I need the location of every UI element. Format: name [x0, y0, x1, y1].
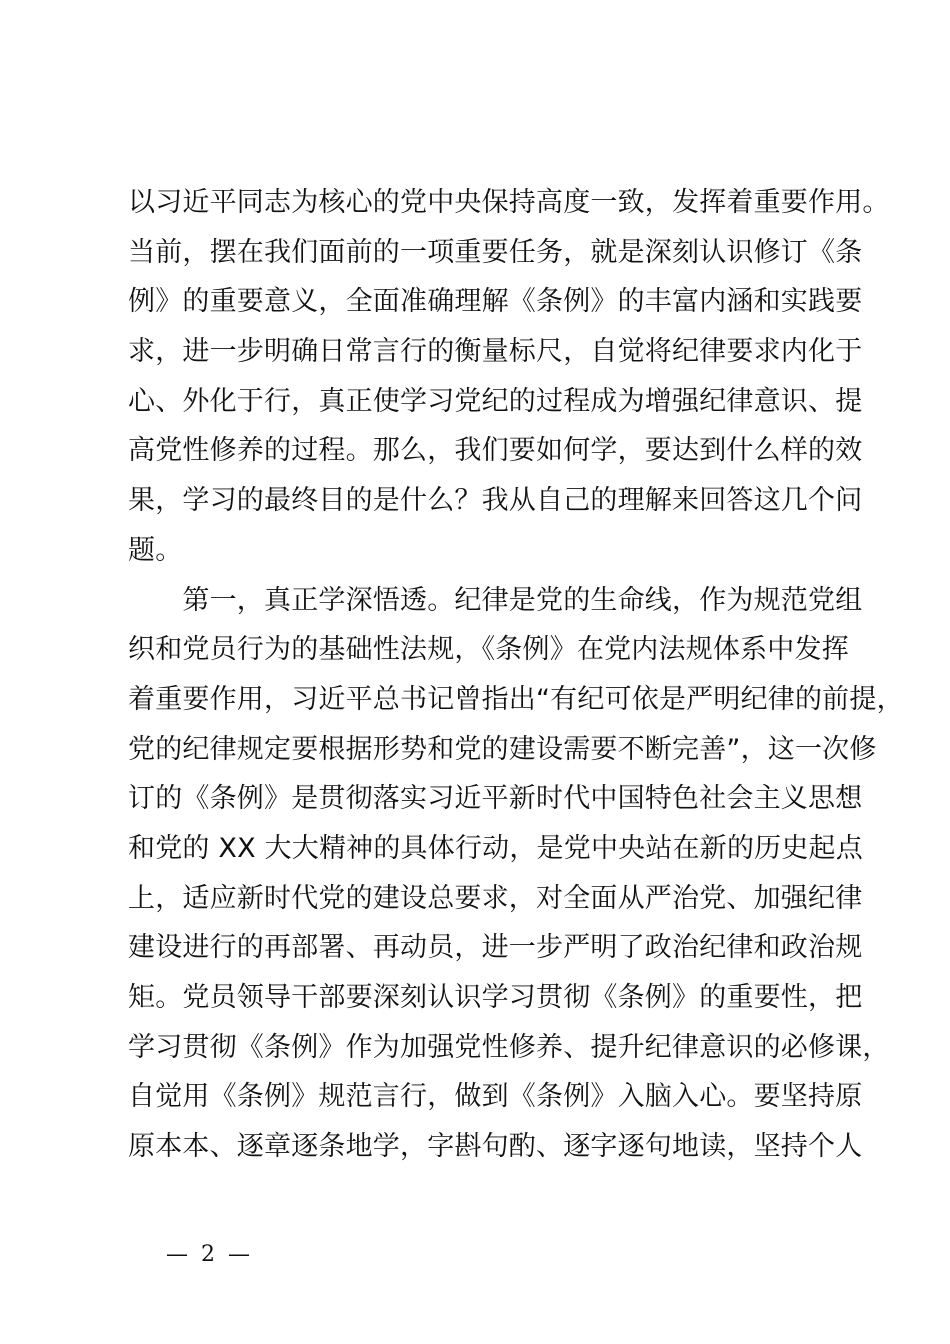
text-line: 订的《条例》是贯彻落实习近平新时代中国特色社会主义思想: [128, 783, 863, 815]
text-line: 当前，摆在我们面前的一项重要任务，就是深刻认识修订《条: [128, 236, 863, 268]
text-line: 着重要作用，习近平总书记曾指出“有纪可依是严明纪律的前提，: [128, 683, 904, 715]
text-line: 上，适应新时代党的建设总要求，对全面从严治党、加强纪律: [128, 882, 863, 914]
text-line: 织和党员行为的基础性法规，《条例》在党内法规体系中发挥: [128, 634, 849, 666]
text-line: 党的纪律规定要根据形势和党的建设需要不断完善”，这一次修: [128, 733, 877, 765]
page-number: — 2 —: [166, 1242, 253, 1267]
text-line: 题。: [128, 534, 183, 566]
text-line: 心、外化于行，真正使学习党纪的过程成为增强纪律意识、提: [128, 385, 863, 417]
text-line: 求，进一步明确日常言行的衡量标尺，自觉将纪律要求内化于: [128, 336, 863, 368]
text-line: 果，学习的最终目的是什么？我从自己的理解来回答这几个问: [128, 485, 863, 517]
text-line: 建设进行的再部署、再动员，进一步严明了政治纪律和政治规: [128, 932, 863, 964]
text-line: 和党的 XX 大大精神的具体行动，是党中央站在新的历史起点: [128, 832, 863, 864]
text-line: 第一，真正学深悟透。纪律是党的生命线，作为规范党组: [128, 584, 863, 616]
text-line: 学习贯彻《条例》作为加强党性修养、提升纪律意识的必修课，: [128, 1031, 890, 1063]
text-line: 原本本、逐章逐条地学，字斟句酌、逐字逐句地读，坚持个人: [128, 1131, 863, 1163]
text-line: 高党性修养的过程。那么，我们要如何学，要达到什么样的效: [128, 435, 863, 467]
body-text: [128, 178, 904, 1172]
text-line: 例》的重要意义，全面准确理解《条例》的丰富内涵和实践要: [128, 286, 863, 318]
text-line: 矩。党员领导干部要深刻认识学习贯彻《条例》的重要性，把: [128, 982, 863, 1013]
text-line: 以习近平同志为核心的党中央保持高度一致，发挥着重要作用。: [128, 187, 890, 218]
text-line: 自觉用《条例》规范言行，做到《条例》入脑入心。要坚持原: [128, 1081, 863, 1113]
